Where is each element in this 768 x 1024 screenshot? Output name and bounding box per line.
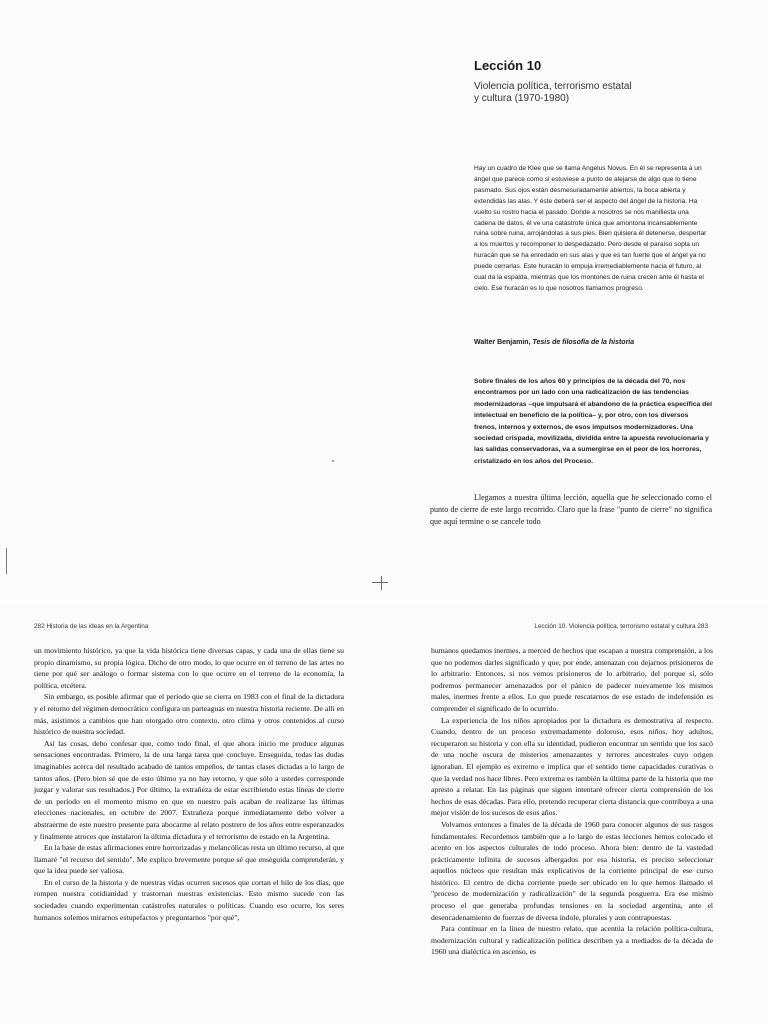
- intro-paragraph: Llegamos a nuestra última lección, aquella que he seleccionado como el punto de cierre de este largo recorrido. Claro que la frase "punto de cierre" no significa que aquí termine o se cancele todo: [430, 493, 712, 526]
- lesson-title: [474, 81, 704, 105]
- body-paragraph: Así las cosas, debo confesar que, como todo final, el que ahora inicio me produce algunas sensaciones encontradas. Primero, la de una larga tarea que concluye. Enseguida, todas las dudas imaginables acerca del resultado acabado de tantos empeños, de tantas clases dictadas a lo largo de tantos años. (Pero bien sé que de esto último ya no hay retorno, y que sólo a ustedes corresponde juzgar y valorar sus resultados.) Por último, la extrañeza de estar escribiendo estas líneas de cierre de un período en el momento mismo en que en nuestro país acaban de realizarse las últimas elecciones nacionales, en octubre de 2007. Extrañeza porque inmediatamente debo volver a abstraerme de este nuestro presente para abocarme al relato postrero de los años entre esperanzados y finalmente atroces que instalaron la última dictadura y el terrorismo de estado en la Argentina.: [34, 738, 344, 841]
- body-paragraph: En la base de estas afirmaciones entre horrorizadas y melancólicas resta un último recurso, al que llamaré "el recurso del sentido". Me explico brevemente porque sé que enseguida comprenderán, y que la idea puede ser valiosa.: [34, 843, 344, 876]
- lesson-number: Lección 10: [474, 58, 542, 73]
- lesson-title-line1: Violencia política, terrorismo estatal: [474, 81, 632, 92]
- right-running-header: Lección 10. Violencia política, terrorismo estatal y cultura 283: [534, 623, 708, 630]
- right-page-column: [431, 645, 713, 958]
- lesson-abstract: Sobre finales de los años 60 y principios de la década del 70, nos encontramos por un lado con una radicalización de las tendencias modernizadoras –que impulsará el abandono de la práctica específica del intelectual en beneficio de la política– y, por otro, con los diversos frenos, internos y externos, de esos impulsos modernizadores. Una sociedad crispada, movilizada, dividida entre la apuesta revolucionaria y las salidas conservadoras, va a sumergirse en el peor de los horrores, cristalizado en los años del Proceso.: [474, 378, 712, 465]
- left-running-header: 282 Historia de las ideas en la Argentina: [34, 623, 149, 630]
- epigraph: Hay un cuadro de Klee que se llama Angelus Novus. En él se representa a un ángel que parece como si estuviese a punto de alejarse de algo que lo tiene pasmado. Sus ojos están desmesuradamente abiertos, la boca abierta y extendidas las alas. Y éste deberá ser el aspecto del ángel de la historia. Ha vuelto su rostro hacia el pasado. Donde a nosotros se nos manifiesta una cadena de datos, él ve una catástrofe única que amontona incansablemente ruina sobre ruina, arrojándolas a sus pies. Bien quisiera él detenerse, despertar a los muertos y recomponer lo despedazado. Pero desde el paraíso sopla un huracán que se ha enredado en sus alas y que es tan fuerte que el ángel ya no puede cerrarlas. Este huracán lo empuja irremediablemente hacia el futuro, al cual da la espalda, mientras que los montones de ruina crecen ante él hasta el cielo. Ese huracán es lo que nosotros llamamos progreso.: [474, 165, 707, 292]
- body-paragraph: Volvamos entonces a finales de la década de 1960 para conocer algunos de sus rasgos fundamentales. Recordemos también que a lo largo de estas lecciones hemos colocado el acento en los aspectos culturales de todo proceso. Ahora bien: dentro de la vastedad prácticamente infinita de sucesos albergados por esa historia, es preciso seleccionar aquellos núcleos que resultan más explicativos de la corriente principal de ese curso histórico. El centro de dicha corriente puede ser ubicado en lo que hemos llamado el "proceso de modernización y radicalización" de la segunda posguerra. Era ese mismo proceso el que generaba profundas tensiones en la sociedad argentina, ante el desencadenamiento de fuerzas de diversa índole, plurales y aun contrapuestas.: [431, 819, 713, 922]
- body-paragraph: En el curso de la historia y de nuestras vidas ocurren sucesos que cortan el hilo de los días, que rompen nuestra cotidianidad y trastornan nuestras existencias. Esto mismo sucede con las sociedades cuando experimentan catástrofes naturales o políticas. Cuando eso ocurre, los seres humanos solemos mirarnos estupefactos y preguntarnos "por qué",: [34, 877, 344, 922]
- intro-text: [430, 492, 712, 528]
- crop-mark: [381, 576, 382, 590]
- body-paragraph: La experiencia de los niños apropiados por la dictadura es demostrativa al respecto. Cuando, dentro de un proceso extremadamente doloroso, esos niños, hoy adultos, recuperaron su historia y con ella su identidad, pudieron encontrar un sentido que los sacó de una noche oscura de misterios amenazantes y terrores ancestrales cuyo origen ignoraban. El ejemplo es extremo e implica que el sentido tiene capacidades curativas o que la verdad nos hace libres. Pero extrema es también la última parte de la historia que me apresto a relatar. En las páginas que siguen intentaré ofrecer cierta comprensión de los hechos de esas décadas. Para ello, pretendo recuperar cierta distancia que contribuya a una mejor visión de los sucesos de esos años.: [431, 715, 713, 818]
- margin-mark: [6, 548, 7, 574]
- crop-mark: [372, 582, 388, 583]
- body-paragraph: humanos quedamos inermes, a merced de hechos que escapan a nuestra comprensión, a los que no podemos darles significado y que, por ende, amenazan con dejarnos prisioneros de lo arbitrario. Entonces, si nos vemos prisioneros de lo arbitrario, del porque sí, sólo podremos permanecer amenazados por el pánico de padecer nuevamente los mismos males, inermes frente a ellos. Lo que puede rescatarnos de ese estado de indefensión es comprender el significado de lo ocurrido.: [431, 646, 713, 713]
- body-paragraph: Para continuar en la línea de nuestro relato, que acentúa la relación política-cultura, modernización cultural y radicalización política describen ya a mediados de la década de 1960 una dialéctica en ascenso, es: [431, 924, 713, 957]
- epigraph-source: Tesis de filosofía de la historia: [532, 339, 635, 346]
- speck: [332, 460, 334, 462]
- lesson-title-line2: y cultura (1970-1980): [474, 93, 570, 104]
- body-paragraph: Sin embargo, es posible afirmar que el período que se cierra en 1983 con el final de la dictadura y el retorno del régimen democrático configura un parteaguas en nuestra historia reciente. De allí en más, asistimos a cambios que han otorgado otro contexto, otro clima y otros contenidos al curso histórico de nuestra sociedad.: [34, 692, 344, 737]
- left-page-column: [34, 645, 344, 923]
- epigraph-author: Walter Benjamin,: [474, 339, 531, 346]
- epigraph-attribution: [474, 339, 634, 346]
- body-paragraph: un movimiento histórico, ya que la vida histórica tiene diversas capas, y cada una de ellas tiene su propio dinamismo, su propia lógica. Dicho de otro modo, lo que ocurre en el terreno de las artes no tiene por qué ser análogo o formar sistema con lo que ocurre en el terreno de la economía, la política, etcétera.: [34, 646, 344, 690]
